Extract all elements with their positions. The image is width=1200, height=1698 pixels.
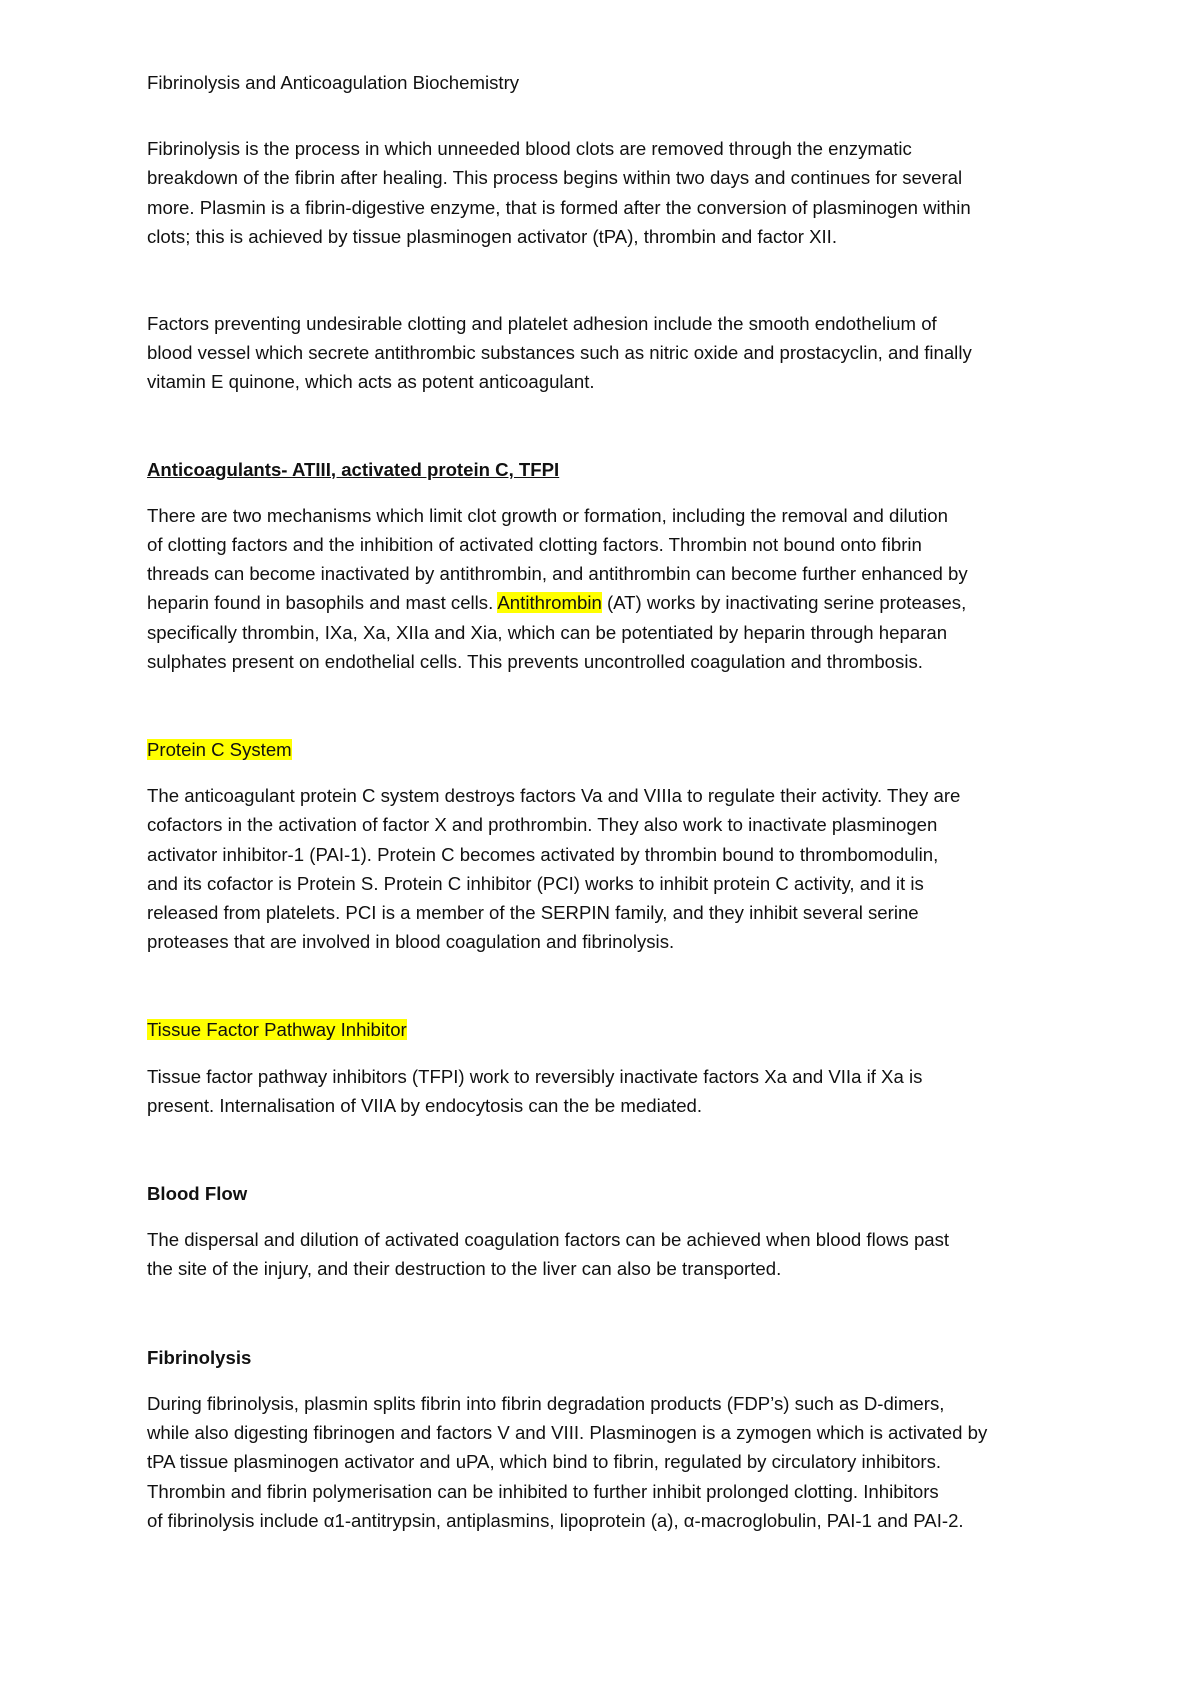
paragraph-line: of fibrinolysis include α1-antitrypsin, antiplasmins, lipoprotein (a), α-macroglobulin, PAI-1 and PAI-2.	[147, 1509, 964, 1531]
protein-c-heading	[147, 735, 1067, 764]
highlighted-heading: Tissue Factor Pathway Inhibitor	[147, 1019, 407, 1041]
paragraph-line: breakdown of the fibrin after healing. This process begins within two days and continues for several	[147, 167, 963, 189]
paragraph-line: During fibrinolysis, plasmin splits fibrin into fibrin degradation products (FDP’s) such as D-dimers,	[147, 1392, 945, 1414]
document-page	[147, 68, 1067, 1535]
paragraph-line: tPA tissue plasminogen activator and uPA, which bind to fibrin, regulated by circulatory inhibitors.	[147, 1451, 942, 1473]
paragraph-line: clots; this is achieved by tissue plasminogen activator (tPA), thrombin and factor XII.	[147, 225, 838, 247]
document-title: Fibrinolysis and Anticoagulation Biochemistry	[147, 72, 520, 93]
blood-flow-heading: Blood Flow	[147, 1183, 248, 1205]
paragraph-line: Factors preventing undesirable clotting and platelet adhesion include the smooth endothelium of	[147, 313, 937, 335]
blood-flow-paragraph	[147, 1225, 1067, 1283]
fibrinolysis-heading: Fibrinolysis	[147, 1346, 252, 1368]
paragraph-line: The anticoagulant protein C system destroys factors Va and VIIIa to regulate their activity. They are	[147, 785, 961, 807]
paragraph-line: specifically thrombin, IXa, Xa, XIIa and Xia, which can be potentiated by heparin through heparan	[147, 621, 948, 643]
paragraph-line: cofactors in the activation of factor X and prothrombin. They also work to inactivate plasminogen	[147, 814, 938, 836]
tfpi-heading	[147, 1015, 1067, 1044]
factors-paragraph	[147, 309, 1067, 397]
protein-c-paragraph	[147, 781, 1067, 956]
paragraph-line: The dispersal and dilution of activated coagulation factors can be achieved when blood flows past	[147, 1229, 950, 1251]
paragraph-line: blood vessel which secrete antithrombic substances such as nitric oxide and prostacyclin, and finally	[147, 342, 972, 364]
paragraph-line: and its cofactor is Protein S. Protein C inhibitor (PCI) works to inhibit protein C activity, and it is	[147, 872, 924, 894]
anticoagulants-heading: Anticoagulants- ATIII, activated protein C, TFPI	[147, 458, 560, 480]
paragraph-line: proteases that are involved in blood coagulation and fibrinolysis.	[147, 931, 675, 953]
paragraph-line	[147, 588, 1067, 617]
text-run: heparin found in basophils and mast cells.	[147, 592, 498, 614]
text-run: (AT) works by inactivating serine proteases,	[601, 592, 967, 614]
paragraph-line: Tissue factor pathway inhibitors (TFPI) work to reversibly inactivate factors Xa and VIIa if Xa is	[147, 1065, 923, 1087]
paragraph-line: Thrombin and fibrin polymerisation can be inhibited to further inhibit prolonged clotting. Inhibitors	[147, 1480, 939, 1502]
fibrinolysis-paragraph	[147, 1389, 1067, 1535]
paragraph-line: of clotting factors and the inhibition of activated clotting factors. Thrombin not bound onto fibrin	[147, 534, 922, 556]
paragraph-line: sulphates present on endothelial cells. This prevents uncontrolled coagulation and thrombosis.	[147, 650, 923, 672]
paragraph-line: threads can become inactivated by antithrombin, and antithrombin can become further enhanced by	[147, 563, 968, 585]
paragraph-line: There are two mechanisms which limit clot growth or formation, including the removal and dilution	[147, 504, 948, 526]
paragraph-line: present. Internalisation of VIIA by endocytosis can the be mediated.	[147, 1094, 703, 1116]
tfpi-paragraph	[147, 1062, 1067, 1120]
paragraph-line: more. Plasmin is a fibrin-digestive enzyme, that is formed after the conversion of plasminogen within	[147, 196, 971, 218]
paragraph-line: activator inhibitor-1 (PAI-1). Protein C becomes activated by thrombin bound to thrombomodulin,	[147, 843, 939, 865]
highlighted-term-antithrombin: Antithrombin	[497, 592, 602, 614]
paragraph-line: while also digesting fibrinogen and factors V and VIII. Plasminogen is a zymogen which is activated by	[147, 1422, 988, 1444]
paragraph-line: the site of the injury, and their destruction to the liver can also be transported.	[147, 1258, 782, 1280]
paragraph-line: released from platelets. PCI is a member of the SERPIN family, and they inhibit several serine	[147, 902, 919, 924]
paragraph-line: vitamin E quinone, which acts as potent anticoagulant.	[147, 371, 595, 393]
intro-paragraph	[147, 134, 1067, 251]
anticoagulants-paragraph	[147, 501, 1067, 676]
highlighted-heading: Protein C System	[147, 739, 292, 761]
paragraph-line: Fibrinolysis is the process in which unneeded blood clots are removed through the enzymatic	[147, 138, 912, 160]
